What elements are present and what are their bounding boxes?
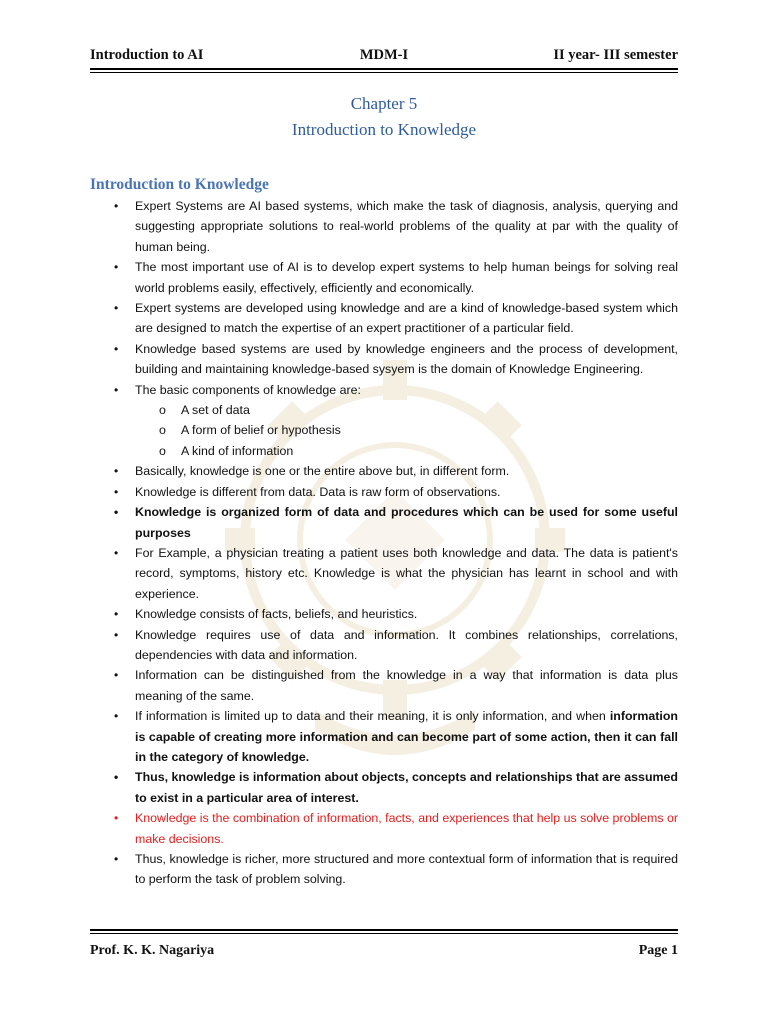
list-item-text: Knowledge requires use of data and information. It combines relationships, correlations, dependencies with data and information. xyxy=(135,627,678,662)
footer-page-number: Page 1 xyxy=(638,943,678,958)
list-item-text: Knowledge is the combination of information, facts, and experiences that help us solve problems or make decisions. xyxy=(135,811,678,846)
footer-rule-thin xyxy=(90,933,678,934)
list-item-text: Thus, knowledge is information about objects, concepts and relationships that are assumed to exist in a particular area of interest. xyxy=(135,770,678,805)
header-semester: II year- III semester xyxy=(553,47,678,63)
list-item xyxy=(110,196,678,257)
bullet-icon: • xyxy=(114,382,119,397)
chapter-number: Chapter 5 xyxy=(350,94,418,113)
header-rule xyxy=(90,68,678,70)
bullet-icon: • xyxy=(114,770,119,785)
chapter-title: Introduction to Knowledge xyxy=(291,120,477,139)
page-footer xyxy=(90,943,678,963)
page-header xyxy=(90,44,678,66)
bullet-icon: • xyxy=(114,709,119,724)
list-item xyxy=(110,625,678,666)
bullet-icon: • xyxy=(114,505,119,520)
sub-list-item-text: A kind of information xyxy=(181,443,294,458)
list-item xyxy=(110,461,678,481)
list-item xyxy=(110,482,678,502)
bullet-icon: • xyxy=(114,811,119,826)
footer-rule xyxy=(90,929,678,931)
sub-bullet-icon: o xyxy=(159,423,166,438)
list-item xyxy=(110,257,678,298)
list-item-text: Basically, knowledge is one or the entire above but, in different form. xyxy=(135,464,510,479)
sub-list-item xyxy=(159,441,678,461)
list-item-emphasis xyxy=(110,502,678,543)
bullet-icon: • xyxy=(114,668,119,683)
bullet-icon: • xyxy=(114,199,119,213)
list-item xyxy=(110,706,678,767)
sub-list xyxy=(135,400,678,461)
section-heading: Introduction to Knowledge xyxy=(90,176,269,193)
list-item-text: Knowledge is different from data. Data is raw form of observations. xyxy=(135,484,501,499)
sub-bullet-icon: o xyxy=(159,443,166,458)
list-item-text: For Example, a physician treating a patient uses both knowledge and data. The data is patient's record, symptoms, history etc. Knowledge is what the physician has learnt in school and with experience. xyxy=(135,545,678,601)
bullet-icon: • xyxy=(114,484,119,499)
list-item-text: Expert Systems are AI based systems, which make the task of diagnosis, analysis, querying and suggesting appropriate solutions to real-world problems of the quality at par with the quality of human being. xyxy=(135,199,678,254)
list-item xyxy=(110,604,678,624)
header-course-code: MDM-I xyxy=(359,47,409,63)
bullet-icon: • xyxy=(114,607,119,622)
list-item-text-bold: information is capable of creating more information and can become part of some action, then it can fall in the category of knowledge. xyxy=(135,709,678,764)
sub-list-item xyxy=(159,420,678,440)
sub-list-item xyxy=(159,400,678,420)
list-item xyxy=(110,380,678,462)
bullet-icon: • xyxy=(114,545,119,560)
list-item-highlight xyxy=(110,808,678,849)
list-item xyxy=(110,849,678,890)
bullet-list xyxy=(110,196,678,890)
bullet-icon: • xyxy=(114,627,119,642)
bullet-icon: • xyxy=(114,341,119,356)
bullet-icon: • xyxy=(114,464,119,479)
list-item-text: Expert systems are developed using knowledge and are a kind of knowledge-based system which are designed to match the expertise of an expert practitioner of a particular field. xyxy=(135,301,678,336)
sub-list-item-text: A form of belief or hypothesis xyxy=(181,423,341,438)
list-item-text: If information is limited up to data and their meaning, it is only information, and when xyxy=(135,709,606,724)
sub-bullet-icon: o xyxy=(159,403,166,418)
list-item xyxy=(110,298,678,339)
list-item xyxy=(110,543,678,604)
bullet-icon: • xyxy=(114,852,119,866)
list-item-emphasis xyxy=(110,767,678,808)
list-item-text: The most important use of AI is to develop expert systems to help human beings for solving real world problems easily, effectively, efficiently and economically. xyxy=(135,260,678,295)
list-item-text: Thus, knowledge is richer, more structured and more contextual form of information that is required to perform the task of problem solving. xyxy=(135,852,678,887)
list-item-text: Knowledge consists of facts, beliefs, and heuristics. xyxy=(135,607,418,622)
list-item-text: Knowledge is organized form of data and procedures which can be used for some useful purposes xyxy=(135,505,678,540)
footer-author: Prof. K. K. Nagariya xyxy=(90,943,215,958)
list-item-text: Information can be distinguished from the knowledge in a way that information is data plus meaning of the same. xyxy=(135,668,678,703)
section-body xyxy=(110,196,678,890)
bullet-icon: • xyxy=(114,260,119,275)
list-item xyxy=(110,339,678,380)
list-item-text: Knowledge based systems are used by knowledge engineers and the process of development, building and maintaining knowledge-based sysyem is the domain of Knowledge Engineering. xyxy=(135,341,678,377)
header-course-title: Introduction to AI xyxy=(90,47,204,63)
list-item xyxy=(110,665,678,706)
list-item-text: The basic components of knowledge are: xyxy=(135,382,361,397)
bullet-icon: • xyxy=(114,301,119,316)
sub-list-item-text: A set of data xyxy=(181,403,250,418)
header-rule-thin xyxy=(90,72,678,73)
